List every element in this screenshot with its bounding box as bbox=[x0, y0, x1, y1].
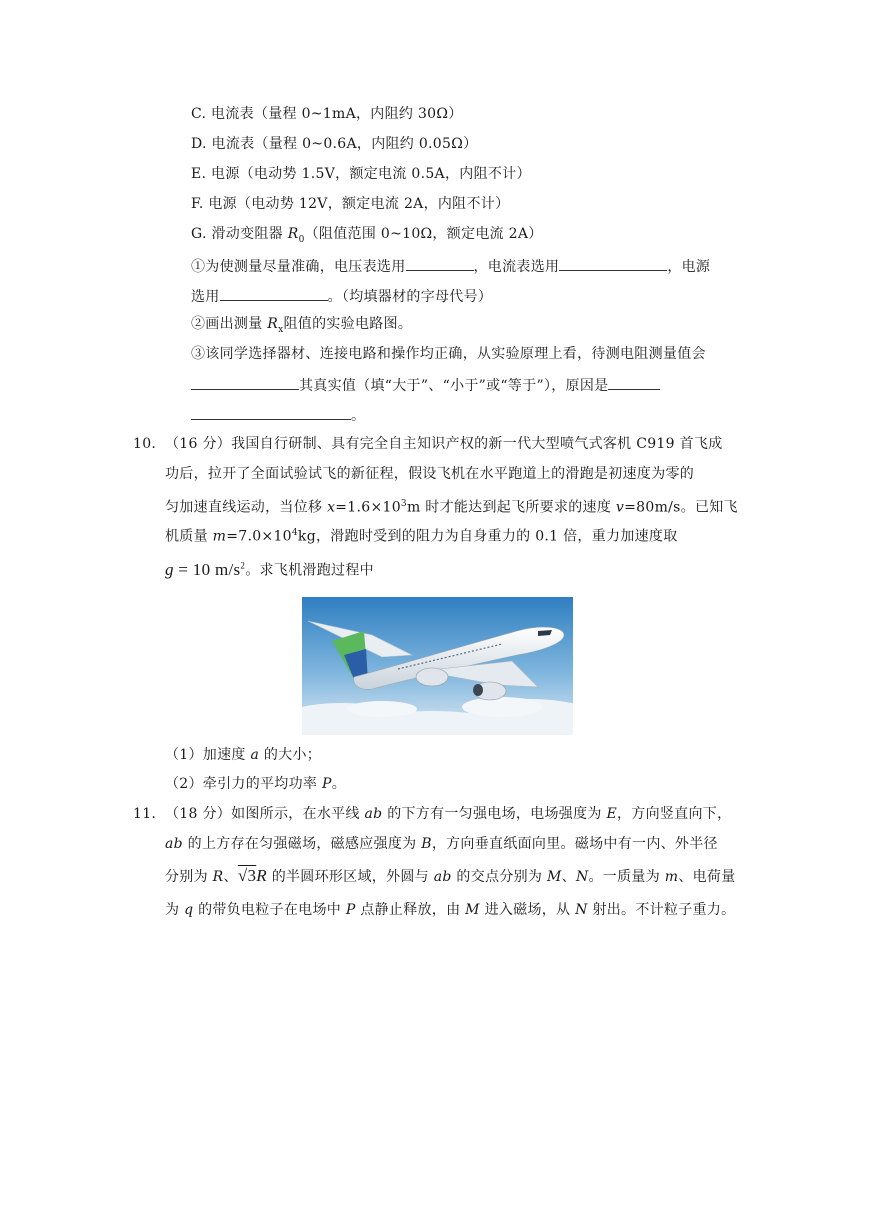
q11-l3-text-e: 、 bbox=[561, 869, 576, 885]
exp-3: 3 bbox=[400, 499, 407, 509]
q10-l3-text-c: m 时才能达到起飞所要求的速度 bbox=[406, 499, 616, 516]
q9-p3-text-c: 。 bbox=[351, 408, 366, 424]
var-r: R bbox=[212, 869, 224, 885]
q9-part1-line2 bbox=[191, 285, 492, 307]
option-g-suffix: （阻值范围 0~10Ω，额定电流 2A） bbox=[304, 226, 543, 242]
q10-l5-text-b: 。求飞机滑跑过程中 bbox=[245, 562, 374, 579]
airplane-figure bbox=[302, 597, 573, 735]
var-e: E bbox=[606, 806, 617, 822]
q10-s1-text-b: 的大小； bbox=[259, 747, 322, 763]
blank-power-source[interactable] bbox=[220, 285, 328, 301]
q11-line1 bbox=[165, 804, 731, 824]
q11-l1-text-c: ，方向竖直向下， bbox=[616, 806, 732, 822]
q11-l4-text-a: 为 bbox=[165, 902, 185, 918]
q9-p2-text-b: 阻值的实验电路图。 bbox=[283, 316, 413, 332]
q11-l1-text-b: 的下方有一匀强电场，电场强度为 bbox=[382, 806, 607, 822]
q10-s2-text-a: （2）牵引力的平均功率 bbox=[165, 776, 322, 792]
var-p: P bbox=[321, 776, 332, 792]
left-engine bbox=[416, 668, 448, 686]
q11-l2-text-a: 的上方存在匀强磁场，磁感应强度为 bbox=[182, 836, 422, 852]
q10-l4-text-b: =7.0×10 bbox=[226, 528, 292, 545]
q11-l1-text-a: （18 分）如图所示，在水平线 bbox=[165, 806, 365, 822]
blank-reason[interactable] bbox=[191, 404, 351, 420]
var-r: R bbox=[256, 866, 267, 885]
q9-part1-line1 bbox=[191, 255, 710, 277]
q11-l4-text-c: 点静止释放，由 bbox=[355, 902, 466, 918]
option-d: D. 电流表（量程 0~0.6A，内阻约 0.05Ω） bbox=[191, 136, 478, 152]
q10-l4-text-c: kg，滑跑时受到的阻力为自身重力的 0.1 倍，重力加速度取 bbox=[297, 528, 678, 545]
option-f: F. 电源（电动势 12V，额定电流 2A，内阻不计） bbox=[191, 196, 510, 212]
var-r-sub: 0 bbox=[298, 234, 305, 245]
var-a: a bbox=[250, 747, 260, 763]
q10-sub1 bbox=[165, 745, 321, 765]
q11-l3-text-a: 分别为 bbox=[165, 869, 213, 885]
option-g-prefix: G. 滑动变阻器 bbox=[191, 226, 288, 242]
q11-line4 bbox=[165, 900, 735, 920]
blank-reason-start[interactable] bbox=[608, 374, 660, 390]
var-p-point: P bbox=[345, 902, 356, 918]
q9-p1-text-b: ，电流表选用 bbox=[473, 259, 560, 275]
c919-airplane-illustration bbox=[302, 597, 573, 735]
right-engine-intake bbox=[473, 684, 483, 696]
var-ab: ab bbox=[165, 836, 183, 852]
q11-line3 bbox=[165, 866, 736, 887]
q9-p1-text-d: 选用 bbox=[191, 289, 220, 305]
q9-part2 bbox=[191, 314, 412, 340]
q10-number: 10. bbox=[133, 436, 157, 452]
var-mass: m bbox=[664, 869, 679, 885]
var-m: m bbox=[212, 528, 227, 545]
q10-s1-text-a: （1）加速度 bbox=[165, 747, 251, 763]
var-m-point: M bbox=[546, 869, 562, 885]
option-c: C. 电流表（量程 0~1mA，内阻约 30Ω） bbox=[191, 106, 463, 122]
q9-part3-line3 bbox=[191, 404, 365, 426]
q11-l4-text-b: 的带负电粒子在电场中 bbox=[193, 902, 346, 918]
q9-p1-text-e: 。（均填器材的字母代号） bbox=[327, 289, 493, 305]
var-rx: R bbox=[267, 316, 279, 332]
q11-l3-text-d: 的交点分别为 bbox=[451, 869, 547, 885]
var-m-point: M bbox=[465, 902, 480, 918]
blank-comparison[interactable] bbox=[191, 374, 299, 390]
q10-s2-text-b: 。 bbox=[331, 776, 347, 792]
q9-p1-text-c: ，电源 bbox=[667, 259, 711, 275]
q11-l4-text-d: 进入磁场，从 bbox=[479, 902, 576, 918]
q11-l2-text-b: ，方向垂直纸面向里。磁场中有一内、外半径 bbox=[431, 836, 718, 852]
sqrt-3: √3 bbox=[237, 866, 257, 885]
q9-part3-line1: ③该同学选择器材、连接电路和操作均正确，从实验原理上看，待测电阻测量值会 bbox=[191, 346, 706, 362]
var-b: B bbox=[421, 836, 432, 852]
var-n-point: N bbox=[575, 902, 588, 918]
q10-line2: 功后，拉开了全面试验试飞的新征程，假设飞机在水平跑道上的滑跑是初速度为零的 bbox=[165, 466, 695, 482]
q10-sub2 bbox=[165, 774, 346, 794]
var-r: R bbox=[287, 226, 299, 242]
exp-4: 4 bbox=[291, 528, 298, 538]
var-rx-sub: x bbox=[278, 324, 284, 335]
q10-line1: （16 分）我国自行研制、具有完全自主知识产权的新一代大型喷气式客机 C919 首飞成 bbox=[165, 436, 723, 452]
gravity-value: = 10 m/s bbox=[173, 559, 241, 579]
q10-l3-text-a: 匀加速直线运动，当位移 bbox=[165, 499, 328, 516]
blank-voltmeter[interactable] bbox=[406, 255, 474, 271]
q11-line2 bbox=[165, 834, 718, 854]
q10-line4 bbox=[165, 523, 678, 547]
q10-l3-text-b: =1.6×10 bbox=[335, 499, 401, 516]
q11-l3-text-c: 的半圆环形区域，外圆与 bbox=[266, 869, 434, 885]
q9-p1-text-a: ①为使测量尽量准确，电压表选用 bbox=[191, 259, 406, 275]
q9-p3-text-b: 其真实值（填“大于”、“小于”或“等于”），原因是 bbox=[299, 378, 609, 394]
q11-l3-text-g: 、电荷量 bbox=[678, 869, 736, 885]
option-e: E. 电源（电动势 1.5V，额定电流 0.5A，内阻不计） bbox=[191, 166, 531, 182]
q10-l3-text-d: =80m/s。已知飞 bbox=[624, 499, 738, 516]
blank-ammeter[interactable] bbox=[559, 255, 667, 271]
var-n-point: N bbox=[575, 869, 589, 885]
var-x: x bbox=[327, 499, 336, 516]
q9-part3-line2 bbox=[191, 374, 660, 396]
q11-l3-text-b: 、 bbox=[223, 869, 238, 885]
exp-2: 2 bbox=[240, 560, 246, 570]
q9-p2-text-a: ②画出测量 bbox=[191, 316, 268, 332]
q10-l4-text-a: 机质量 bbox=[165, 528, 213, 545]
var-ab: ab bbox=[364, 806, 383, 822]
q10-line3 bbox=[165, 494, 738, 518]
gravity-formula bbox=[165, 560, 245, 579]
q11-l4-text-e: 射出。不计粒子重力。 bbox=[587, 902, 736, 918]
q11-number: 11. bbox=[133, 806, 157, 822]
option-g bbox=[191, 224, 543, 250]
var-ab: ab bbox=[433, 869, 452, 885]
var-g: g bbox=[165, 559, 174, 579]
q11-l3-text-f: 。一质量为 bbox=[588, 869, 665, 885]
var-q: q bbox=[184, 902, 194, 918]
sqrt3r-formula bbox=[238, 866, 267, 885]
var-v: v bbox=[615, 499, 625, 516]
q10-line5 bbox=[165, 555, 374, 581]
